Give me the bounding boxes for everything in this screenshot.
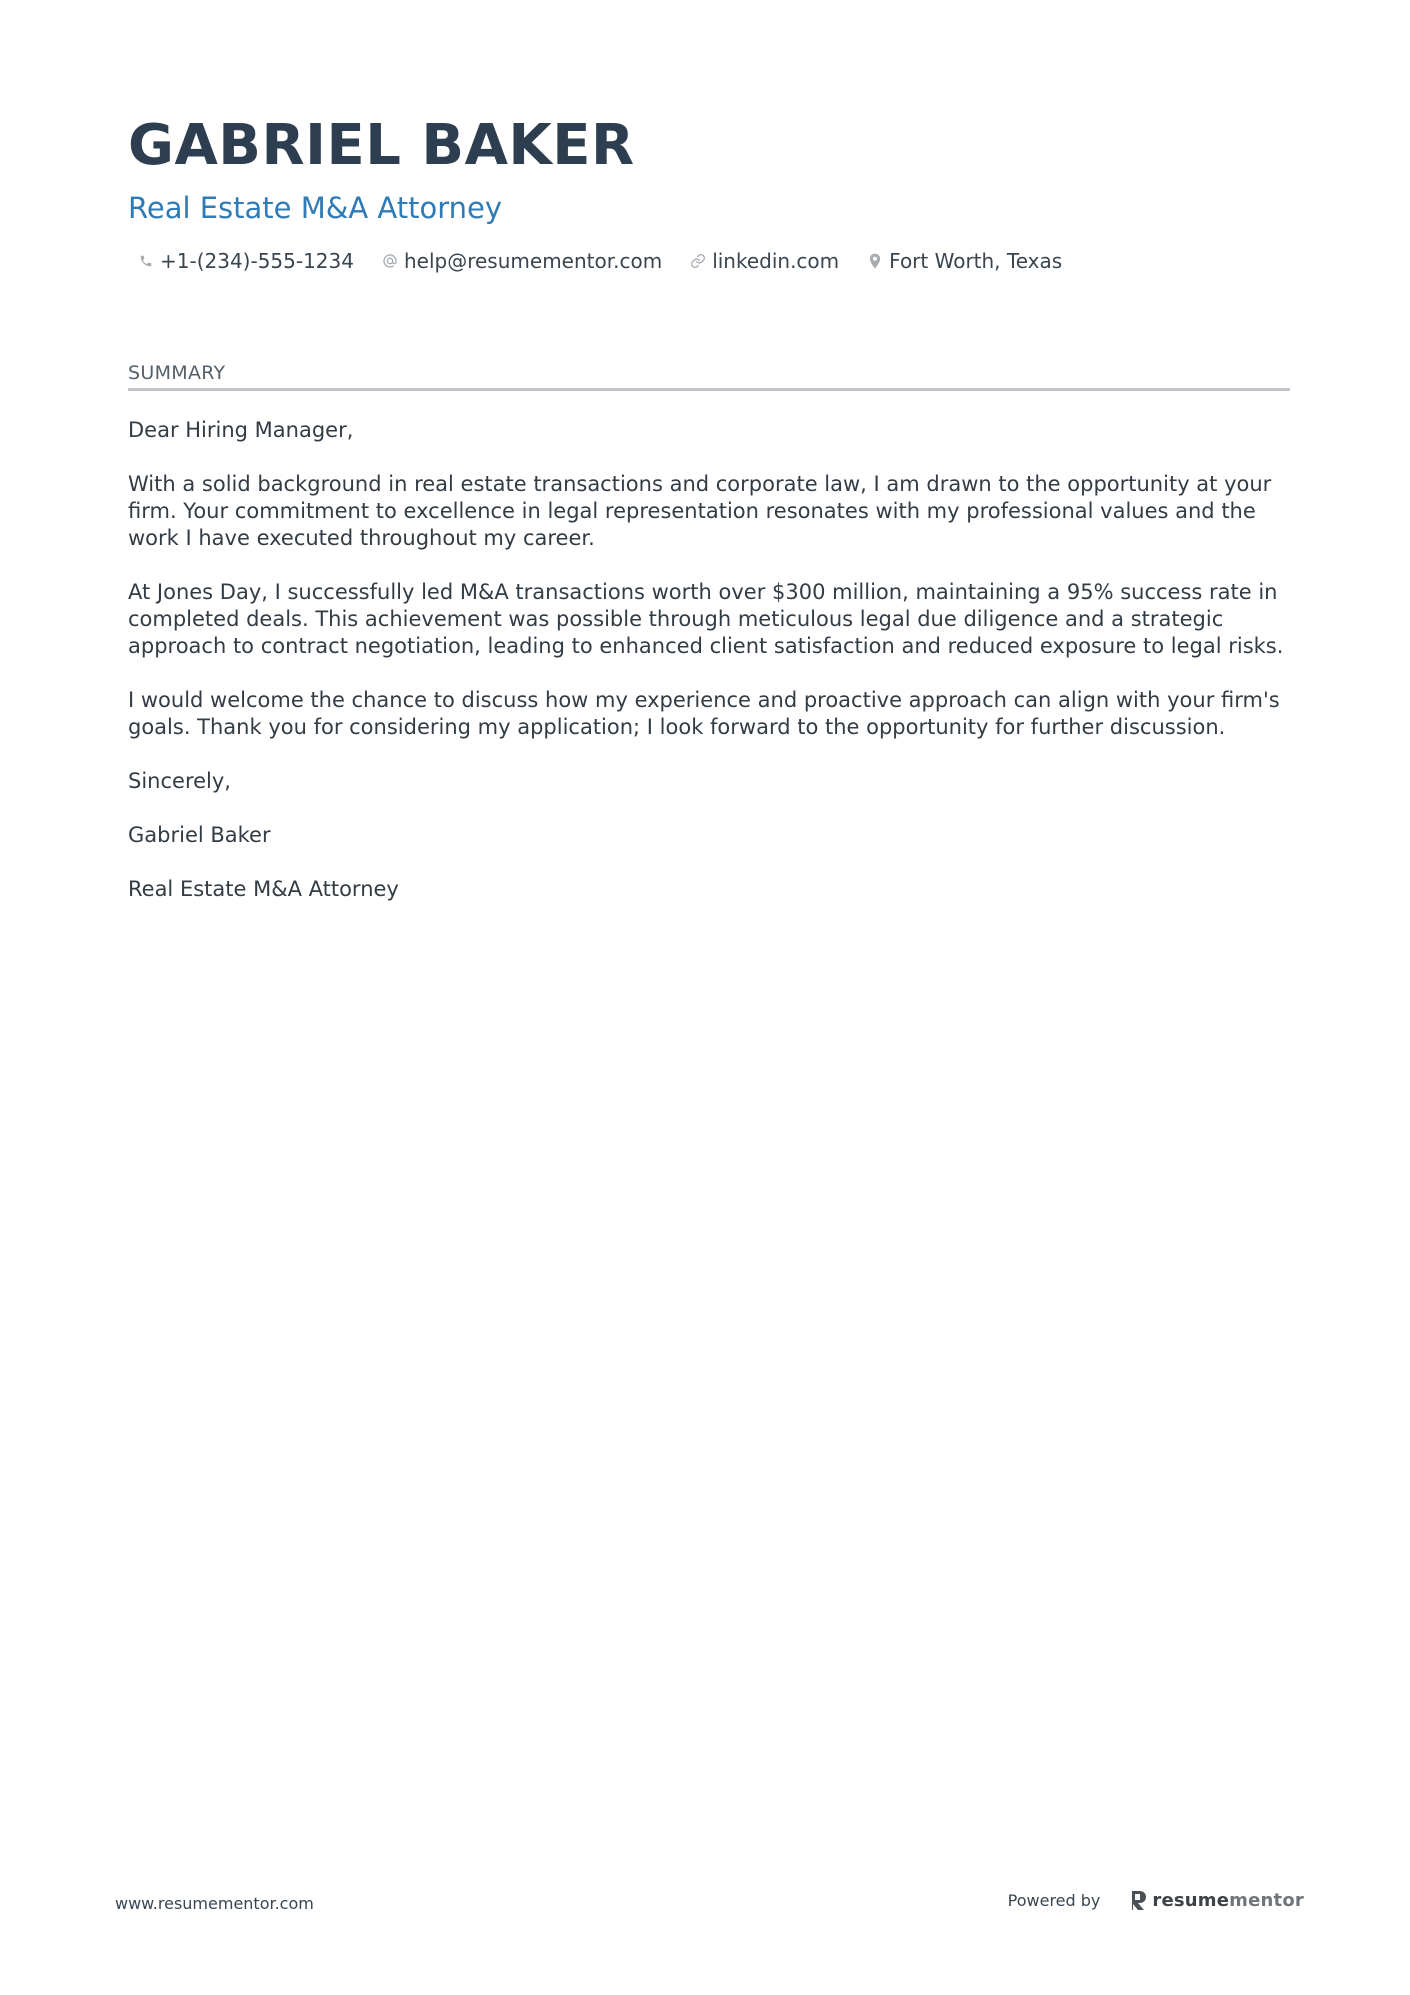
contact-location [865, 246, 1062, 276]
section-heading: SUMMARY [128, 360, 1290, 391]
powered-by-text: Powered by [1007, 1890, 1101, 1910]
brand-name-part2: mentor [1229, 1889, 1304, 1911]
closing: Sincerely, [128, 769, 231, 793]
contact-bar [128, 246, 1288, 276]
candidate-name: GABRIEL BAKER [128, 113, 635, 178]
phone-icon [136, 251, 156, 271]
signature-title: Real Estate M&A Attorney [128, 877, 399, 901]
location-pin-icon [865, 251, 885, 271]
signature-name: Gabriel Baker [128, 823, 271, 847]
phone-text: +1-(234)-555-1234 [160, 249, 354, 273]
brand-link[interactable] [1130, 1889, 1304, 1911]
footer-branding [1008, 1889, 1304, 1911]
summary-section [128, 360, 1290, 930]
letter-paragraph: With a solid background in real estate transactions and corporate law, I am drawn to the opportunity at your firm. Your commitment to excellence in legal representation resonates with my professional values and the work I have executed throughout my career. [128, 472, 1272, 550]
salutation: Dear Hiring Manager, [128, 418, 354, 442]
footer-website[interactable]: www.resumementor.com [115, 1894, 314, 1913]
header [128, 108, 1288, 276]
contact-phone[interactable] [136, 246, 354, 276]
at-icon [380, 251, 400, 271]
linkedin-text: linkedin.com [712, 249, 840, 273]
job-title: Real Estate M&A Attorney [128, 191, 503, 225]
contact-linkedin[interactable] [688, 246, 839, 276]
link-icon [688, 251, 708, 271]
location-text: Fort Worth, Texas [889, 249, 1063, 273]
letter-paragraph: I would welcome the chance to discuss how my experience and proactive approach can align with your firm's goals. Thank you for considering my application; I look forward to the opportunity for further discussion. [128, 688, 1280, 739]
resumementor-logo-icon [1130, 1889, 1148, 1911]
letter-body [128, 417, 1290, 903]
brand-name-part1: resume [1152, 1889, 1230, 1911]
email-text: help@resumementor.com [403, 249, 663, 273]
letter-paragraph: At Jones Day, I successfully led M&A transactions worth over $300 million, maintaining a 95% success rate in completed deals. This achievement was possible through meticulous legal due diligence and a strategic approach to contract negotiation, leading to enhanced client satisfaction and reduced exposure to legal risks. [128, 580, 1284, 658]
contact-email[interactable] [380, 246, 662, 276]
